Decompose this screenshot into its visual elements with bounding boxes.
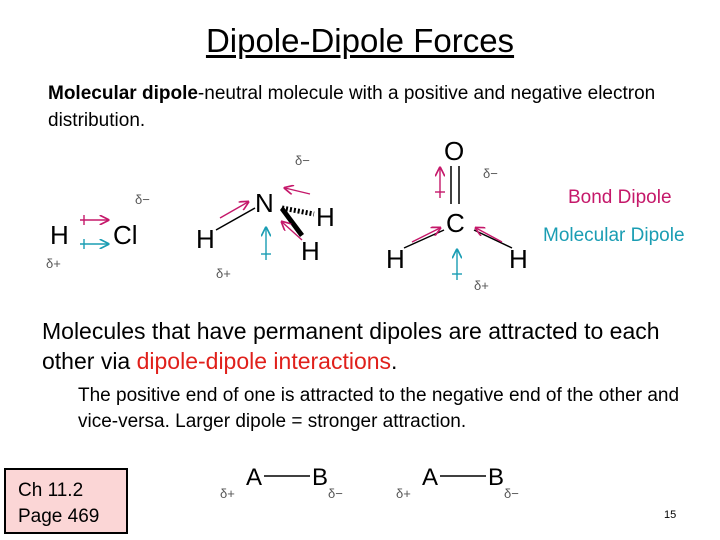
- definition-text: -neutral molecule with a positive and negative electron distribution.: [48, 83, 656, 131]
- ab-left-b-atom: B: [312, 464, 329, 491]
- ab-dipole-diagram: [210, 458, 540, 508]
- slide-number: 15: [664, 509, 677, 521]
- ab-right-b-atom: B: [488, 464, 505, 491]
- attraction-paragraph: The positive end of one is attracted to the negative end of the other and vice-versa. Larger dipole = stronger attraction.: [78, 385, 680, 432]
- slide-title: Dipole-Dipole Forces: [205, 22, 515, 59]
- hcl-molecule: [46, 192, 150, 271]
- ab-pair-right: [396, 464, 519, 501]
- h2co-h-atom-right: H: [509, 244, 528, 274]
- ab-right-a-atom: A: [422, 464, 439, 491]
- molecule-diagram: [0, 138, 720, 298]
- chapter-label: Ch 11.2: [18, 480, 84, 501]
- nh3-bond-dipole-arrow-left: [220, 202, 248, 218]
- ab-left-delta-minus: δ−: [328, 486, 343, 501]
- interaction-paragraph: [42, 316, 702, 376]
- nh3-delta-plus: δ+: [216, 266, 231, 281]
- nh3-bond-dipole-arrow-right: [285, 188, 310, 194]
- ab-right-delta-plus: δ+: [396, 486, 411, 501]
- h2co-delta-plus: δ+: [474, 278, 489, 293]
- h2co-bond-dipole-arrow-left: [412, 228, 440, 242]
- hcl-delta-minus: δ−: [135, 192, 150, 207]
- h2co-delta-minus: δ−: [483, 166, 498, 181]
- nh3-n-atom: N: [255, 188, 274, 218]
- nh3-delta-minus: δ−: [295, 153, 310, 168]
- hcl-cl-atom: Cl: [113, 220, 138, 250]
- ab-pair-left: [220, 464, 343, 501]
- ab-left-delta-plus: δ+: [220, 486, 235, 501]
- nh3-h-atom-left: H: [196, 224, 215, 254]
- h2co-h-atom-left: H: [386, 244, 405, 274]
- ammonia-molecule: [196, 153, 335, 281]
- h2co-bond-left: [404, 230, 444, 248]
- hcl-h-atom: H: [50, 220, 69, 250]
- interaction-highlight: dipole-dipole interactions: [136, 348, 392, 374]
- ab-left-a-atom: A: [246, 464, 263, 491]
- nh3-bond-left: [216, 208, 255, 230]
- hcl-delta-plus: δ+: [46, 256, 61, 271]
- h2co-o-atom: O: [444, 138, 465, 166]
- interaction-text: Molecules that have permanent dipoles are attracted to each other via: [42, 318, 660, 374]
- h2co-bond-right: [474, 230, 512, 248]
- nh3-wedge-bond: [280, 206, 304, 237]
- legend-bond-dipole: Bond Dipole: [568, 187, 672, 208]
- nh3-h-atom-bottom: H: [301, 236, 320, 266]
- h2co-c-atom: C: [446, 208, 465, 238]
- ab-right-delta-minus: δ−: [504, 486, 519, 501]
- legend-molecular-dipole: Molecular Dipole: [543, 225, 685, 246]
- definition: [48, 80, 688, 134]
- definition-term: Molecular dipole: [48, 83, 198, 104]
- page-label: Page 469: [18, 506, 100, 527]
- interaction-end: .: [391, 348, 398, 374]
- nh3-h-atom-right: H: [316, 202, 335, 232]
- h2co-bond-dipole-arrow-right: [476, 228, 502, 242]
- formaldehyde-molecule: [386, 138, 528, 293]
- chapter-reference-box: [4, 468, 128, 534]
